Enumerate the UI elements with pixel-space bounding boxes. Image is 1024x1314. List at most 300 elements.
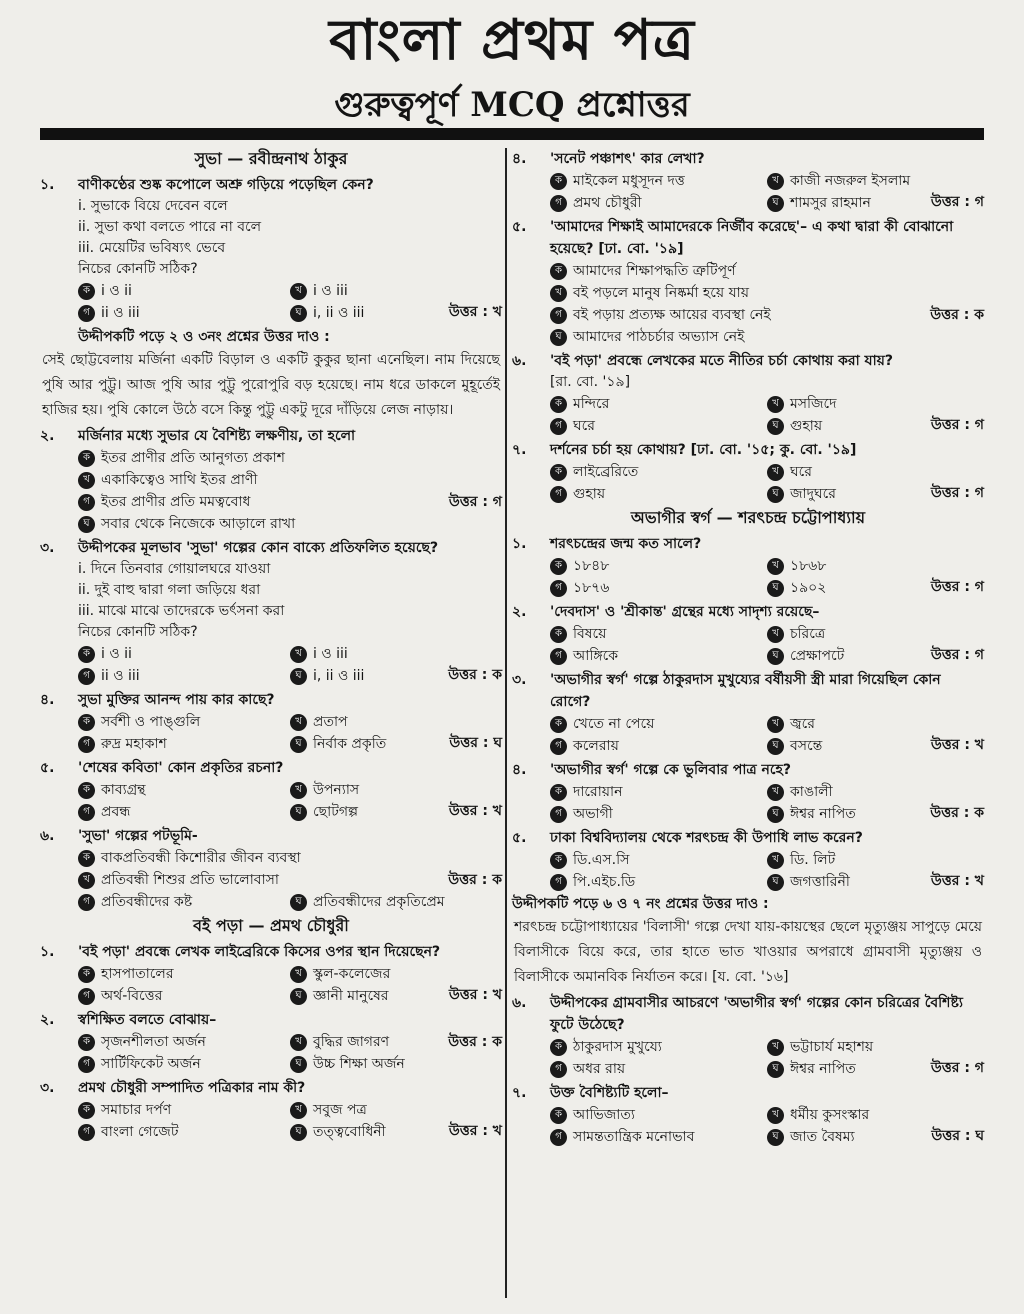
option-c [550,735,767,757]
option-marker-icon: গ [550,1129,567,1146]
options [40,643,502,687]
option-b [290,1099,502,1121]
option-a [550,260,984,282]
stimulus-text: উদ্দীপকটি পড়ে ২ ও ৩নং প্রশ্নের উত্তর দাও : [78,329,330,345]
question-number: ২. [40,1012,55,1028]
answer: উত্তর : ক [448,667,502,683]
question-text: 'আমাদের শিক্ষাই আমাদেরকে নির্জীব করেছে'– এ কথা দ্বারা কী বোঝানো হয়েছে? [ঢা. বো. '১৯] [550,219,954,257]
option-text: স্কুল-কলেজের [313,966,391,982]
option-text: ইতর প্রাণীর প্রতি মমত্ববোধ [101,494,251,510]
option-marker-icon: ঘ [767,580,784,597]
option-b [290,779,502,801]
option-text: কাজী নজরুল ইসলাম [790,173,911,189]
option-a [78,280,290,302]
option-d [78,513,502,535]
option-b [767,713,984,735]
question-block [40,941,502,1007]
option-marker-icon: গ [78,736,95,753]
option-d [290,891,502,913]
option-marker-icon: ক [550,784,567,801]
option-text: হাসপাতালের [101,966,174,982]
options [512,170,984,214]
statement: i. দিনে তিনবার গোয়ালঘরে যাওয়া [78,561,271,577]
stimulus-heading [40,326,502,348]
option-a [550,713,767,735]
option-marker-icon: গ [78,894,95,911]
option-c [78,985,290,1007]
option-d [550,326,984,348]
option-text: বাকপ্রতিবন্ধী কিশোরীর জীবন ব্যবস্থা [101,850,301,866]
question-block [512,827,984,893]
question-number: ৬. [512,995,527,1011]
option-marker-icon: ঘ [290,1124,307,1141]
options [40,1031,502,1075]
option-text: ঘরে [573,418,595,434]
option-text: আঙ্গিকে [573,648,619,664]
option-marker-icon: ক [550,558,567,575]
option-marker-icon: ঘ [290,804,307,821]
option-text: বুদ্ধির জাগরণ [313,1034,390,1050]
question-text: বাণীকণ্ঠের শুষ্ক কপোলে অশ্রু গড়িয়ে পড়েছিল কেন? [78,177,374,193]
option-text: গুহায় [573,486,606,502]
option-text: সর্বশী ও পাঙ্গুলি [101,714,201,730]
option-marker-icon: ক [78,782,95,799]
option-text: অর্থ-বিত্তের [101,988,163,1004]
column-divider [505,148,507,1298]
options [512,260,984,348]
option-marker-icon: খ [767,716,784,733]
answer: উত্তর : ঘ [449,735,502,751]
question [40,941,502,963]
option-text: i ও ii [101,283,132,299]
question [40,1009,502,1031]
options [512,781,984,825]
question-block [512,601,984,667]
options [512,555,984,599]
option-a [550,170,767,192]
option-c [550,192,767,214]
option-marker-icon: খ [767,1039,784,1056]
statement-stem: নিচের কোনটি সঠিক? [78,624,198,640]
option-marker-icon: খ [767,173,784,190]
question-number: ৭. [512,1085,527,1101]
option-marker-icon: ঘ [767,806,784,823]
answer: উত্তর : গ [930,417,984,433]
right-column [512,146,984,1148]
option-marker-icon: ক [550,852,567,869]
header-rule [40,128,984,140]
option-a [78,447,502,469]
option-a [550,781,767,803]
question-text: 'শেষের কবিতা' কোন প্রকৃতির রচনা? [78,760,284,776]
question-number: ৩. [40,1080,55,1096]
question-number: ২. [40,428,55,444]
question-block [512,533,984,599]
option-b [767,555,984,577]
question-block [512,759,984,825]
option-marker-icon: গ [550,648,567,665]
statement-stem: নিচের কোনটি সঠিক? [78,261,198,277]
stimulus-paragraph: শরৎচন্দ্র চট্টোপাধ্যায়ের 'বিলাসী' গল্পে দেখা যায়-কায়স্থের ছেলে মৃত্যুঞ্জয় সাপুড়ে মেয়ে বিলাসীকে বিয়ে করে, তার হাতে ভাত খাওয়ার অপরাধে গ্রামবাসী মৃত্যুঞ্জয় ও বিলাসীকে অমানবিক নির্যাতন করে। [য. বো. '১৬] [514,919,982,985]
question-number: ২. [512,604,527,620]
option-a [550,1036,767,1058]
option-marker-icon: খ [78,872,95,889]
statement: iii. মাঝে মাঝে তাদেরকে ভর্ৎসনা করা [78,603,285,619]
question-text: 'বই পড়া' প্রবন্ধে লেখক লাইব্রেরিকে কিসের ওপর স্থান দিয়েছেন? [78,944,441,960]
option-c [550,871,767,893]
options [40,963,502,1007]
option-b [78,869,502,891]
question-block [40,689,502,755]
option-a [78,711,290,733]
question-text: সুভা মুক্তির আনন্দ পায় কার কাছে? [78,692,275,708]
question-number: ৩. [512,672,527,688]
question-text: শরৎচন্দ্রের জন্ম কত সালে? [550,536,702,552]
option-text: দারোয়ান [573,784,623,800]
question [512,601,984,623]
option-marker-icon: গ [78,988,95,1005]
answer: উত্তর : গ [930,194,984,210]
option-marker-icon: গ [78,804,95,821]
option-text: প্রতিবন্ধীদের কষ্ট [101,894,193,910]
option-marker-icon: গ [550,486,567,503]
question [512,439,984,461]
option-text: ঠাকুরদাস মুখুয্যে [573,1039,662,1055]
option-text: প্রতিবন্ধী শিশুর প্রতি ভালোবাসা [101,872,279,888]
option-marker-icon: গ [78,494,95,511]
answer: উত্তর : গ [930,485,984,501]
option-text: মন্দিরে [573,396,610,412]
option-text: মাইকেল মধুসূদন দত্ত [573,173,685,189]
option-text: অধর রায় [573,1061,626,1077]
option-text: ডি. লিট [790,852,836,868]
option-a [78,779,290,801]
question [40,757,502,779]
option-marker-icon: খ [290,966,307,983]
option-a [550,393,767,415]
option-d [290,1053,502,1075]
option-marker-icon: খ [767,852,784,869]
option-marker-icon: খ [767,558,784,575]
option-text: i, ii ও iii [313,668,365,684]
options [512,623,984,667]
option-text: একাকিত্বেও সাথি ইতর প্রাণী [101,472,258,488]
question-text: 'বই পড়া' প্রবন্ধে লেখকের মতে নীতির চর্চা কোথায় করা যায়? [550,353,894,369]
option-text: বই পড়ায় প্রত্যক্ষ আয়ের ব্যবস্থা নেই [573,307,771,323]
option-marker-icon: খ [78,472,95,489]
option-b [550,282,984,304]
option-marker-icon: গ [78,305,95,322]
option-marker-icon: ঘ [290,305,307,322]
option-text: ছোটগল্প [313,804,359,820]
option-c [550,1058,767,1080]
question-number: ৪. [512,151,527,167]
option-marker-icon: গ [550,874,567,891]
option-text: ১৮৪৮ [573,558,610,574]
option-marker-icon: খ [550,285,567,302]
section-heading: বই পড়া — প্রমথ চৌধুরী [193,916,349,935]
options [40,447,502,535]
question-block [40,757,502,823]
option-marker-icon: খ [290,1034,307,1051]
option-text: ইতর প্রাণীর প্রতি আনুগত্য প্রকাশ [101,450,285,466]
option-marker-icon: ঘ [767,195,784,212]
option-text: আমাদের শিক্ষাপদ্ধতি ত্রুটিপূর্ণ [573,263,736,279]
question [40,689,502,711]
question-block [512,439,984,505]
option-c [78,891,290,913]
option-marker-icon: গ [550,307,567,324]
option-text: জাত বৈষম্য [790,1129,855,1145]
option-marker-icon: ক [78,966,95,983]
option-marker-icon: ক [550,626,567,643]
option-c [78,491,502,513]
board-reference: [রা. বো. '১৯] [550,374,631,390]
answer: উত্তর : ক [930,805,984,821]
option-c [550,645,767,667]
option-marker-icon: খ [290,646,307,663]
option-text: জাদুঘরে [790,486,836,502]
option-c [78,1053,290,1075]
options [40,280,502,324]
question-text: 'সুভা' গল্পের পটভূমি- [78,828,198,844]
question-text: 'সনেট পঞ্চাশৎ' কার লেখা? [550,151,705,167]
option-text: প্রমথ চৌধুরী [573,195,642,211]
option-marker-icon: ঘ [767,486,784,503]
options [512,393,984,437]
question-number: ৫. [40,760,55,776]
option-b [767,781,984,803]
section-heading: সুভা — রবীন্দ্রনাথ ঠাকুর [194,149,348,168]
answer: উত্তর : ক [448,872,502,888]
option-text: আমাদের পাঠচর্চার অভ্যাস নেই [573,329,745,345]
option-a [78,1099,290,1121]
option-marker-icon: ঘ [290,668,307,685]
option-a [550,461,767,483]
option-text: গুহায় [790,418,823,434]
option-marker-icon: ঘ [767,418,784,435]
question [512,669,984,713]
question-block [512,216,984,348]
option-marker-icon: ঘ [550,329,567,346]
answer: উত্তর : খ [448,803,502,819]
option-a [550,555,767,577]
option-text: আভিজাত্য [573,1107,635,1123]
question-text: মর্জিনার মধ্যে সুভার যে বৈশিষ্ট্য লক্ষণীয়, তা হলো [78,428,356,444]
question-block [40,537,502,687]
option-text: তত্ত্ববোধিনী [313,1124,386,1140]
answer: উত্তর : খ [930,873,984,889]
options [512,713,984,757]
option-a [550,623,767,645]
option-c [78,665,290,687]
option-text: ii ও iii [101,305,140,321]
left-column [40,146,502,1143]
option-marker-icon: ক [78,283,95,300]
answer: উত্তর : গ [930,579,984,595]
answer: উত্তর : গ [930,647,984,663]
statement: i. সুভাকে বিয়ে দেবেন বলে [78,198,228,214]
option-text: ১৮৬৮ [790,558,827,574]
option-text: বাংলা গেজেট [101,1124,179,1140]
option-b [290,711,502,733]
option-marker-icon: ক [78,450,95,467]
option-marker-icon: ক [78,1102,95,1119]
question [40,174,502,196]
options [40,779,502,823]
option-text: ii ও iii [101,668,140,684]
option-text: জগত্তারিনী [790,874,850,890]
option-marker-icon: ক [550,263,567,280]
options [512,1104,984,1148]
option-marker-icon: গ [550,195,567,212]
option-b [767,393,984,415]
option-b [767,623,984,645]
option-text: লাইব্রেরিতে [573,464,639,480]
option-text: ১৯০২ [790,580,827,596]
answer: উত্তর : খ [930,737,984,753]
option-c [550,415,767,437]
question-number: ৫. [512,830,527,846]
option-text: রুদ্র মহাকাশ [101,736,167,752]
option-marker-icon: খ [767,1107,784,1124]
options [40,1099,502,1143]
option-marker-icon: খ [290,283,307,300]
option-b [767,170,984,192]
question-block [40,825,502,913]
option-b [290,1031,502,1053]
option-marker-icon: ঘ [767,1061,784,1078]
answer: উত্তর : খ [448,304,502,320]
option-marker-icon: খ [290,714,307,731]
option-c [550,577,767,599]
option-marker-icon: ঘ [767,874,784,891]
question [512,827,984,849]
option-b [78,469,502,491]
question-block [40,425,502,535]
option-a [78,643,290,665]
section-heading: অভাগীর স্বর্গ — শরৎচন্দ্র চট্টোপাধ্যায় [630,508,866,527]
option-text: ডি.এস.সি [573,852,630,868]
question-block [40,1077,502,1143]
question-block [512,669,984,757]
option-text: প্রেক্ষাপটে [790,648,845,664]
question [40,1077,502,1099]
options [40,711,502,755]
question-text: উদ্দীপকের মূলভাব 'সুভা' গল্পের কোন বাক্যে প্রতিফলিত হয়েছে? [78,540,439,556]
answer: উত্তর : গ [930,1060,984,1076]
page-subtitle: গুরুত্বপূর্ণ MCQ প্রশ্নোত্তর [334,85,690,125]
option-text: কাব্যগ্রন্থ [101,782,146,798]
option-text: বসন্তে [790,738,823,754]
option-marker-icon: ক [78,714,95,731]
option-a [78,847,502,869]
option-text: কলেরায় [573,738,619,754]
option-a [78,1031,290,1053]
option-b [290,643,502,665]
question-number: ৬. [512,353,527,369]
option-marker-icon: ঘ [290,736,307,753]
option-text: সবার থেকে নিজেকে আড়ালে রাখা [101,516,296,532]
option-b [290,963,502,985]
option-marker-icon: ক [550,464,567,481]
options [512,461,984,505]
option-c [78,733,290,755]
option-text: প্রতিবন্ধীদের প্রকৃতিপ্রেম [313,894,445,910]
statement: ii. দুই বাহু দ্বারা গলা জড়িয়ে ধরা [78,582,261,598]
option-c [550,304,984,326]
option-text: নির্বাক প্রকৃতি [313,736,387,752]
option-c [78,801,290,823]
question-block [512,350,984,437]
option-text: সমাচার দর্পণ [101,1102,172,1118]
stimulus-heading: উদ্দীপকটি পড়ে ৬ ও ৭ নং প্রশ্নের উত্তর দাও : [512,896,769,912]
option-marker-icon: ক [550,396,567,413]
option-text: সামন্ততান্ত্রিক মনোভাব [573,1129,695,1145]
stimulus-paragraph: সেই ছোট্টবেলায় মর্জিনা একটি বিড়াল ও একটি কুকুর ছানা এনেছিল। নাম দিয়েছে পুষি আর পুট্টু। আজ পুষি আর পুট্টু পুরোপুরি বড় হয়েছে। নাম ধরে ডাকলে মুহূর্তেই হাজির হয়। পুষি কোলে উঠে বসে কিন্তু পুট্টু একটু দূরে দাঁড়িয়ে লেজ নাড়ায়। [42,352,500,418]
option-a [550,1104,767,1126]
answer: উত্তর : ক [930,307,984,323]
option-b [767,461,984,483]
option-marker-icon: ক [550,173,567,190]
options [40,847,502,913]
answer: উত্তর : গ [448,494,502,510]
option-b [767,1036,984,1058]
option-c [550,1126,767,1148]
option-text: ধর্মীয় কুসংস্কার [790,1107,870,1123]
option-marker-icon: ক [78,850,95,867]
question-number: ১. [40,177,55,193]
option-marker-icon: ঘ [767,738,784,755]
question-number: ৬. [40,828,55,844]
option-text: কাঙালী [790,784,833,800]
option-marker-icon: ক [78,646,95,663]
question [40,425,502,447]
option-marker-icon: ঘ [767,1129,784,1146]
option-text: সৃজনশীলতা অর্জন [101,1034,206,1050]
question [512,350,984,372]
question-text: 'দেবদাস' ও 'শ্রীকান্ত' গ্রন্থের মধ্যে সাদৃশ্য রয়েছে– [550,604,820,620]
option-b [767,1104,984,1126]
options [512,849,984,893]
question-number: ১. [40,944,55,960]
statement: iii. মেয়েটির ভবিষ্যৎ ভেবে [78,240,226,256]
answer: উত্তর : ঘ [931,1128,984,1144]
question-text: দর্শনের চর্চা হয় কোথায়? [ঢা. বো. '১৫; কু. বো. '১৯] [550,442,857,458]
option-text: ঈশ্বর নাপিত [790,1061,856,1077]
option-text: উপন্যাস [313,782,360,798]
option-marker-icon: খ [290,1102,307,1119]
option-text: জ্ঞানী মানুষের [313,988,389,1004]
option-marker-icon: ক [550,716,567,733]
option-c [78,1121,290,1143]
question-text: প্রমথ চৌধুরী সম্পাদিত পত্রিকার নাম কী? [78,1080,306,1096]
option-text: খেতে না পেয়ে [573,716,655,732]
option-text: i ও iii [313,646,348,662]
option-text: ভট্টাচার্য মহাশয় [790,1039,874,1055]
option-marker-icon: ক [550,1039,567,1056]
option-text: শামসুর রাহমান [790,195,871,211]
option-text: উচ্চ শিক্ষা অর্জন [313,1056,405,1072]
options [512,1036,984,1080]
answer: উত্তর : ক [448,1034,502,1050]
question [512,992,984,1036]
question [512,148,984,170]
option-marker-icon: খ [767,464,784,481]
option-c [550,803,767,825]
option-marker-icon: ঘ [767,648,784,665]
option-text: ১৮৭৬ [573,580,610,596]
